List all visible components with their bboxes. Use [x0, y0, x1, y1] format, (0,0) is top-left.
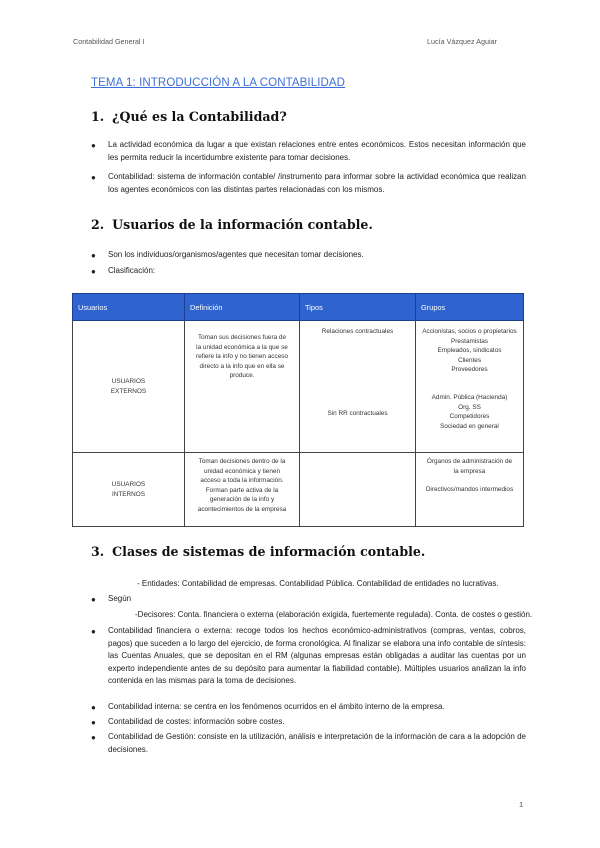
users-cell: USUARIOS INTERNOS	[73, 453, 185, 527]
column-header: Grupos	[416, 294, 524, 321]
bullet-icon: ●	[91, 733, 96, 742]
groups-cell	[416, 321, 524, 453]
paragraph: Contabilidad financiera o externa: recoge todos los hechos económico-administrativos (compras, ventas, cobros, pagos) que suceden a lo largo del ejercicio, de forma cronológica. Al finalizar se elabora una info contable de síntesis: las Cuentas Anuales, que se depositan en el RM (algunas empresas están obligadas a auditar las cuentas por un experto independiente antes de su depósito para aumentar la fiabilidad contable). Múltiples usuarios analizan la info contenida en las mismas para la toma de decisiones.	[108, 626, 526, 686]
paragraph: Contabilidad de costes: información sobre costes.	[108, 717, 285, 726]
bullet-icon: ●	[91, 267, 96, 276]
groups-list: Directivos/mandos intermedios	[425, 486, 514, 494]
running-header-left: Contabilidad General I	[73, 37, 145, 46]
groups-list: Órganos de administración de la empresa	[426, 458, 513, 475]
paragraph: -Decisores: Conta. financiera o externa (elaboración exigida, fuertemente regulada). Conta. de costes o gestión.	[135, 610, 533, 619]
bullet-icon: ●	[91, 703, 96, 712]
definition-cell: Toman decisiones dentro de la unidad económica y tienen acceso a toda la información. Forman parte activa de la generación de la info y acontecimientos de la empresa	[185, 453, 300, 527]
column-header: Definición	[185, 294, 300, 321]
section-title: Usuarios de la información contable.	[112, 217, 373, 232]
table-row	[73, 453, 524, 527]
column-header: Tipos	[300, 294, 416, 321]
chapter-title: TEMA 1: INTRODUCCIÓN A LA CONTABILIDAD	[91, 77, 346, 89]
table-header-row	[73, 294, 524, 321]
section-heading-2	[91, 217, 373, 232]
users-table	[72, 293, 524, 527]
section-number: 2.	[91, 217, 105, 232]
bullet-icon: ●	[91, 251, 96, 260]
bullet-icon: ●	[91, 173, 96, 182]
paragraph: Contabilidad de Gestión: consiste en la utilización, análisis e interpretación de la información de cara a la adopción de decisiones.	[108, 732, 526, 754]
section-heading-1	[91, 109, 287, 124]
groups-cell	[416, 453, 524, 527]
column-header: Usuarios	[73, 294, 185, 321]
running-header-right: Lucía Vázquez Aguiar	[427, 37, 497, 46]
paragraph: - Entidades: Contabilidad de empresas. Contabilidad Pública. Contabilidad de entidades no lucrativas.	[137, 579, 499, 588]
paragraph: Contabilidad: sistema de información contable/ /instrumento para informar sobre la actividad económica que realizan los agentes económicos con las distintas partes relacionadas con los mismos.	[108, 172, 526, 194]
paragraph: Contabilidad interna: se centra en los fenómenos ocurridos en el ámbito interno de la empresa.	[108, 702, 445, 711]
paragraph: Son los individuos/organismos/agentes que necesitan tomar decisiones.	[108, 250, 364, 259]
paragraph: Según	[108, 594, 132, 603]
paragraph: Clasificación:	[108, 266, 156, 275]
groups-list: Admin. Pública (Hacienda) Org. SS Competidores Sociedad en general	[431, 393, 508, 430]
bullet-icon: ●	[91, 595, 96, 604]
paragraph: La actividad económica da lugar a que existan relaciones entre entes económicos. Estos necesitan información que les permita reducir la incertidumbre existente para tomar decisiones.	[108, 140, 526, 162]
bullet-icon: ●	[91, 141, 96, 150]
table-row	[73, 321, 524, 453]
groups-list: Accionistas, socios o propietarios Prestamistas Empleados, sindicatos Clientes Proveedores	[422, 328, 517, 374]
bullet-icon: ●	[91, 718, 96, 727]
types-cell	[300, 453, 416, 527]
section-number: 1.	[91, 109, 105, 124]
type-label: Sin RR contractuales	[327, 409, 388, 417]
section-heading-3	[91, 544, 425, 559]
page-number: 1	[519, 800, 524, 809]
section-title: ¿Qué es la Contabilidad?	[112, 109, 287, 124]
type-label: Relaciones contractuales	[321, 328, 394, 335]
definition-cell: Toman sus decisiones fuera de la unidad económica a la que se refiere la info y no tienen acceso directo a la info que en ella se produce.	[185, 321, 300, 453]
types-cell	[300, 321, 416, 453]
section-number: 3.	[91, 544, 105, 559]
section-title: Clases de sistemas de información contable.	[112, 544, 426, 559]
bullet-icon: ●	[91, 627, 96, 636]
users-cell: USUARIOS EXTERNOS	[73, 321, 185, 453]
